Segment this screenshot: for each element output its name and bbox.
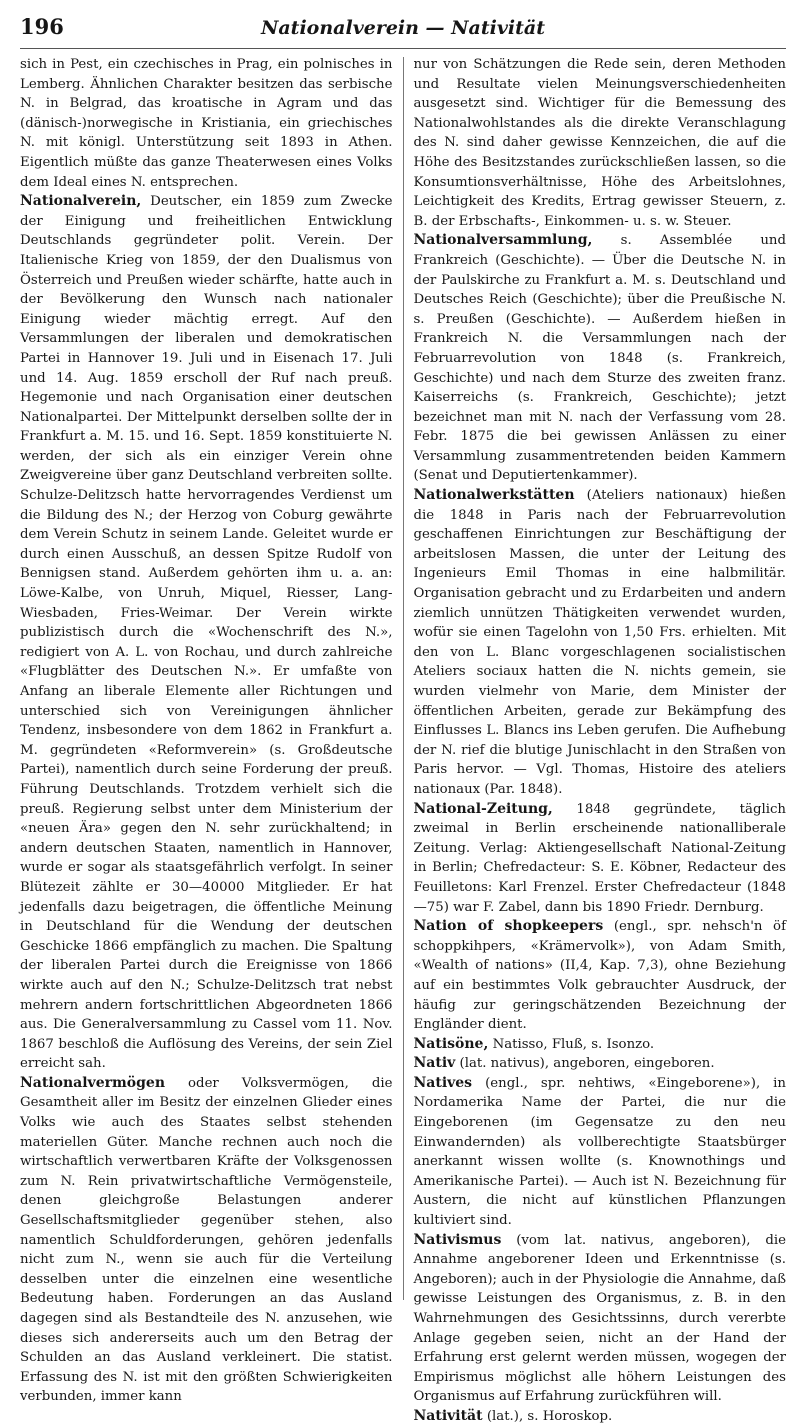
page-header: [20, 14, 786, 49]
entry-text: (lat.), s. Horoskop.: [486, 1408, 613, 1424]
dictionary-entry: [413, 1231, 786, 1407]
entry-text: (engl., spr. nehtiws, «Eingeborene»), in Nordamerika Name der Partei, die nur die Eingeborenen (im Gegensatze zu den neu Einwandernden) als vollberechtigte Staatsbürger anerkannt wissen wollte (s. Knownothings und Amerikanische Partei). — Auch ist N. Bezeichnung für Austern, die nicht auf künstlichen Pflanzungen kultiviert sind.: [413, 1075, 786, 1229]
running-head: Nationalverein — Nativität: [261, 17, 545, 39]
entry-text: Deutscher, ein 1859 zum Zwecke der Einigung und freiheitlichen Entwicklung Deutschlands gegründeter polit. Verein. Der Italienische Krieg von 1859, der den Dualismus von Österreich und Preußen wieder schärfte, hatte auch in der Bevölkerung den Wunsch nach nationaler Einigung wieder mächtig erregt. Auf den Versammlungen der liberalen und demokratischen Partei in Hannover 19. Juli und in Eisenach 17. Juli und 14. Aug. 1859 erscholl der Ruf nach preuß. Hegemonie und nach Organisation einer deutschen Nationalpartei. Der Mittelpunkt derselben sollte der in Frankfurt a. M. 15. und 16. Sept. 1859 konstituierte N. werden, der sich als ein einziger Verein ohne Zweigvereine über ganz Deutschland verbreiten sollte. Schulze-Delitzsch hatte hervorragendes Verdienst um die Bildung des N.; der Herzog von Coburg gewährte dem Verein Schutz in seinem Lande. Geleitet wurde er durch einen Ausschuß, an dessen Spitze Rudolf von Bennigsen stand. Außerdem gehörten ihm u. a. an: Löwe-Kalbe, von Unruh, Miquel, Riesser, Lang-Wiesbaden, Fries-Weimar. Der Verein wirkte publizistisch durch die «Wochenschrift des N.», redigiert von A. L. von Rochau, und durch zahlreiche «Flugblätter des Deutschen N.». Er umfaßte von Anfang an liberale Elemente aller Richtungen und unterschied sich von Vereinigungen ähnlicher Tendenz, insbesondere von dem 1862 in Frankfurt a. M. gegründeten «Reformverein» (s. Großdeutsche Partei), namentlich durch seine Forderung der preuß. Führung Deutschlands. Trotzdem verhielt sich die preuß. Regierung selbst unter dem Ministerium der «neuen Ära» gegen den N. sehr zurückhaltend; in andern deutschen Staaten, namentlich in Hannover, wurde er sogar als staatsgefährlich verfolgt. In seiner Blütezeit zählte er 30—40000 Mitglieder. Er hat jedenfalls dazu beigetragen, die öffentliche Meinung in Deutschland für die Wendung der deutschen Geschicke 1866 empfänglich zu machen. Die Spaltung der liberalen Partei durch die Ereignisse von 1866 wirkte auch auf den N.; Schulze-Delitzsch trat nebst mehrern andern fortschrittlichen Abgeordneten 1866 aus. Die Generalversammlung zu Cassel vom 11. Nov. 1867 beschloß die Auflösung des Vereins, der sein Ziel erreicht sah.: [20, 194, 393, 1072]
page-number: 196: [20, 14, 64, 39]
entry-text: nur von Schätzungen die Rede sein, deren Methoden und Resultate vielen Meinungsverschiedenheiten ausgesetzt sind. Wichtiger für die Bemessung des Nationalwohlstandes als die direkte Veranschlagung des N. sind daher gewisse Kennzeichen, die auf die Höhe des Besitzstandes zurückschließen lassen, so die Konsumtionsverhältnisse, Höhe des Arbeitslohnes, Leichtigkeit des Kredits, Ertrag gewisser Steuern, z. B. der Erbschafts-, Einkommen- u. s. w. Steuer.: [413, 57, 786, 229]
entry-headword: Nation of shopkeepers: [413, 918, 604, 935]
entry-headword: Natisöne,: [413, 1035, 489, 1052]
entry-text: s. Assemblée und Frankreich (Geschichte). — Über die Deutsche N. in der Paulskirche zu Frankfurt a. M. s. Deutschland und Deutsches Reich (Geschichte); über die Preußische N. s. Preußen (Geschichte). — Außerdem hießen in Frankreich N. die Versammlungen nach der Februarrevolution von 1848 (s. Frankreich, Geschichte) und nach dem Sturze des zweiten franz. Kaiserreichs (s. Frankreich, Geschichte); jetzt bezeichnet man mit N. nach der Verfassung vom 28. Febr. 1875 die bei gewissen Anlässen zu einer Versammlung zusammentretenden beiden Kammern (Senat und Deputiertenkammer).: [413, 233, 786, 484]
entry-headword: Nationalversammlung,: [413, 232, 593, 249]
entry-headword: Nativität: [413, 1407, 483, 1424]
dictionary-entry: [20, 192, 393, 1074]
dictionary-entry: [413, 800, 786, 918]
entry-headword: Nationalvermögen: [20, 1074, 166, 1091]
continuation-paragraph: [413, 55, 786, 231]
entry-text: Natisso, Fluß, s. Isonzo.: [492, 1036, 655, 1052]
dictionary-entry: [413, 1035, 786, 1055]
entry-headword: Nationalverein,: [20, 193, 142, 210]
right-column: [413, 55, 786, 1424]
entry-headword: Nativ: [413, 1055, 456, 1072]
entry-headword: Nativismus: [413, 1231, 502, 1248]
left-column: [20, 55, 393, 1405]
text-columns: [20, 55, 786, 1424]
dictionary-entry: [413, 1054, 786, 1074]
entry-text: (Ateliers nationaux) hießen die 1848 in Paris nach der Februarrevolution geschaffenen Einrichtungen zur Beschäftigung der arbeitslosen Massen, die unter der Leitung des Ingenieurs Emil Thomas in eine halbmilitär. Organisation gebracht und zu Erdarbeiten und andern ziemlich unnützen Thätigkeiten verwendet wurden, wofür sie einen Tagelohn von 1,50 Frs. erhielten. Mit den von L. Blanc vorgeschlagenen socialistischen Ateliers sociaux hatten die N. nichts gemein, sie wurden vielmehr von Marie, dem Minister der öffentlichen Arbeiten, gerade zur Bekämpfung des Einflusses L. Blancs ins Leben gerufen. Die Aufhebung der N. rief die blutige Junischlacht in den Straßen von Paris hervor. — Vgl. Thomas, Histoire des ateliers nationaux (Par. 1848).: [413, 488, 786, 797]
dictionary-entry: [413, 1074, 786, 1231]
dictionary-entry: [413, 1407, 786, 1427]
dictionary-entry: [20, 1074, 393, 1407]
entry-text: (engl., spr. nehsch'n öf schoppkihpers, «Krämervolk»), von Adam Smith, «Wealth of nations» (II,4, Kap. 7,3), ohne Beziehung auf ein bestimmtes Volk gebrauchter Ausdruck, der häufig zur geringschätzenden Bezeichnung der Engländer dient.: [413, 919, 786, 1033]
entry-headword: Nationalwerkstätten: [413, 487, 575, 504]
entry-text: 1848 gegründete, täglich zweimal in Berlin erscheinende nationalliberale Zeitung. Verlag: Aktiengesellschaft National-Zeitung in Berlin; Chefredacteur: S. E. Köbner, Redacteur des Feuilletons: Karl Frenzel. Erster Chefredacteur (1848—75) war F. Zabel, dann bis 1890 Friedr. Dernburg.: [413, 801, 786, 915]
dictionary-entry: [413, 917, 786, 1035]
dictionary-entry: [413, 231, 786, 486]
entry-text: oder Volksvermögen, die Gesamtheit aller im Besitz der einzelnen Glieder eines Volks wie auch des Staates selbst stehenden materiellen Güter. Manche rechnen auch noch die wirtschaftlich verwertbaren Kräfte der Volksgenossen zum N. Rein privatwirtschaftliche Vermögensteile, denen gleichgroße Belastungen anderer Gesellschaftsmitglieder gegenüber stehen, also namentlich Schuldforderungen, gehören jedenfalls nicht zum N., wenn sie auch für die Verteilung desselben unter die einzelnen eine wesentliche Bedeutung haben. Forderungen an das Ausland dagegen sind als Bestandteile des N. anzusehen, wie dieses sich andererseits auch um den Betrag der Schulden an das Ausland verkleinert. Die statist. Erfassung des N. ist mit den größten Schwierigkeiten verbunden, immer kann: [20, 1075, 393, 1405]
continuation-paragraph: [20, 55, 393, 192]
entry-headword: National-Zeitung,: [413, 800, 553, 817]
column-divider: [403, 57, 404, 1300]
entry-text: sich in Pest, ein czechisches in Prag, ein polnisches in Lemberg. Ähnlichen Charakter besitzen das serbische N. in Belgrad, das kroatische in Agram und das (dänisch-)norwegische in Kristiania, ein griechisches N. mit königl. Unterstützung seit 1893 in Athen. Eigentlich müßte das ganze Theaterwesen eines Volks dem Ideal eines N. entsprechen.: [20, 57, 393, 190]
entry-text: (vom lat. nativus, angeboren), die Annahme angeborener Ideen und Erkenntnisse (s. Angeboren); auch in der Physiologie die Annahme, daß gewisse Leistungen des Organismus, z. B. in den Wahrnehmungen des Gesichtssinns, durch vererbte Anlage gegeben seien, nicht an der Hand der Erfahrung erst gelernt werden müssen, wogegen der Empirismus möglichst alle höhern Leistungen des Organismus auf Erfahrung zurückführen will.: [413, 1232, 786, 1405]
dictionary-entry: [413, 486, 786, 800]
entry-headword: Natives: [413, 1074, 473, 1091]
entry-text: (lat. nativus), angeboren, eingeboren.: [459, 1056, 715, 1072]
